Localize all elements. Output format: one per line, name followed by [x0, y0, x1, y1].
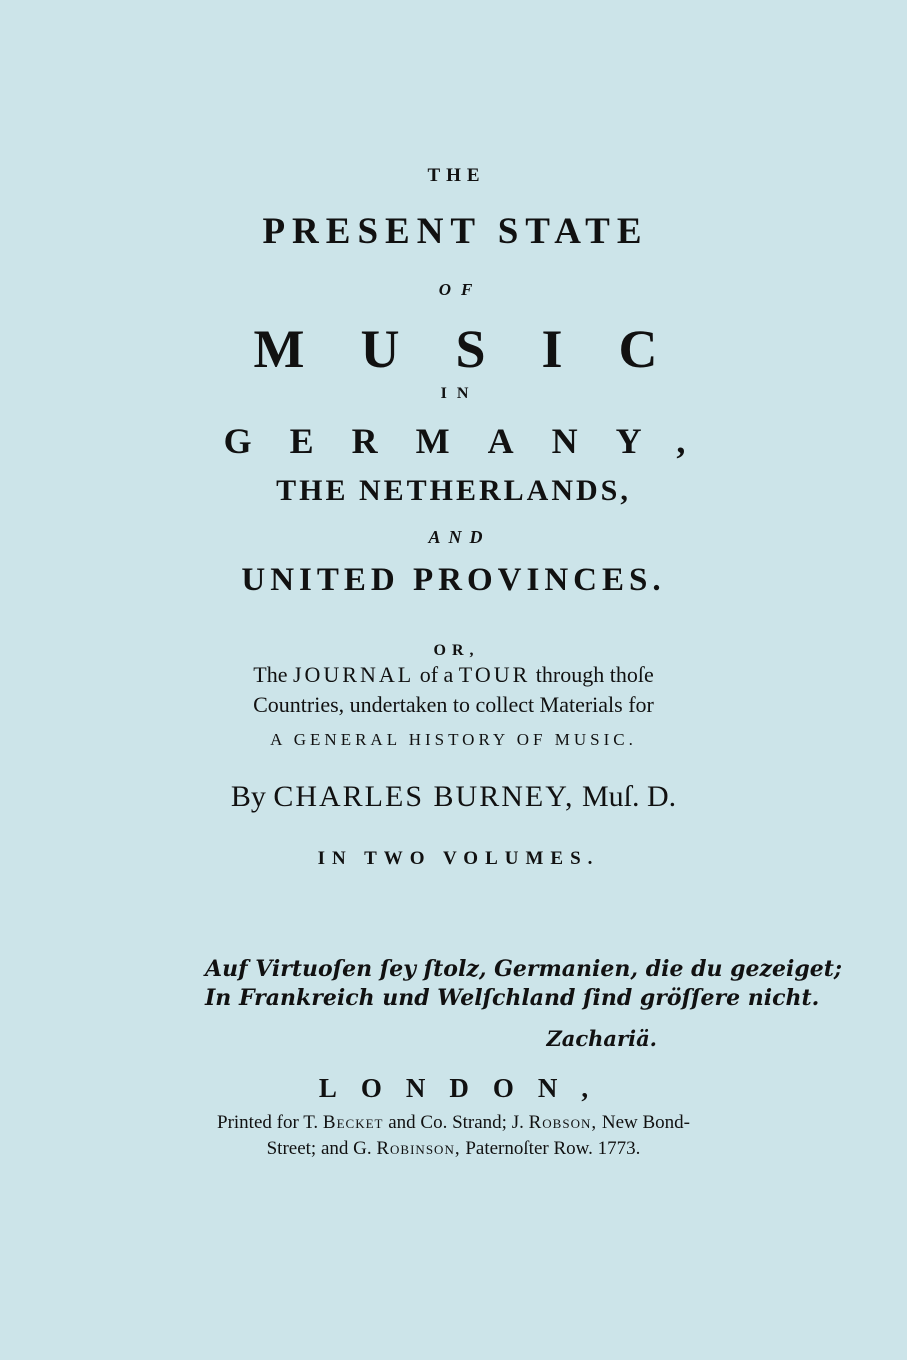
subtitle-or: OR,: [433, 642, 480, 659]
title-of: OF: [438, 280, 483, 299]
title-in: IN: [440, 385, 479, 402]
imprint-robinson: Robinson,: [376, 1138, 461, 1159]
epigraph-line-1: Auf Virtuoſen ſey ſtolz, Germanien, die du gezeiget;: [205, 956, 843, 982]
title-present-state: PRESENT STATE: [262, 211, 649, 252]
imprint-line-1: [0, 1112, 907, 1134]
imprint-year: 1773.: [597, 1138, 641, 1159]
subtitle-through: through thoſe: [535, 662, 654, 687]
title-and: AND: [428, 527, 491, 547]
title-germany: GERMANY,: [223, 421, 724, 461]
title-music: MUSIC: [253, 319, 714, 379]
title-netherlands: THE NETHERLANDS,: [276, 474, 631, 507]
subtitle-line-2: Countries, undertaken to collect Materials for: [253, 692, 654, 717]
title-the: THE: [427, 165, 486, 186]
subtitle-line-1: [0, 662, 907, 688]
epigraph-line-2: In Frankreich und Welſchland ſind gröſſere nicht.: [205, 985, 820, 1011]
imprint-street: Street; and G.: [266, 1138, 372, 1159]
imprint-paternoster: Paternoſter Row.: [465, 1138, 593, 1159]
imprint-city: LONDON,: [318, 1073, 613, 1103]
title-united-provinces: UNITED PROVINCES.: [241, 562, 666, 598]
subtitle-journal: JOURNAL: [292, 662, 415, 687]
imprint-robson: Robson,: [528, 1112, 598, 1133]
imprint-line-2: [0, 1138, 907, 1160]
author-name: CHARLES BURNEY,: [273, 780, 575, 813]
volumes-note: IN TWO VOLUMES.: [317, 848, 600, 869]
imprint-printed-for: Printed for T.: [217, 1112, 319, 1133]
subtitle-line-3: A GENERAL HISTORY OF MUSIC.: [270, 730, 637, 749]
author-byline: [0, 780, 907, 814]
imprint-new-bond: New Bond-: [601, 1112, 690, 1133]
imprint-becket: Becket: [322, 1112, 384, 1133]
byline-by: By: [230, 780, 266, 813]
subtitle-tour: TOUR: [458, 662, 531, 687]
author-degree: Muſ. D.: [582, 780, 677, 813]
subtitle-the: The: [253, 662, 288, 687]
subtitle-of-a: of a: [419, 662, 454, 687]
epigraph-attribution: Zachariä.: [546, 1026, 657, 1051]
imprint-strand: and Co. Strand; J.: [388, 1112, 524, 1133]
